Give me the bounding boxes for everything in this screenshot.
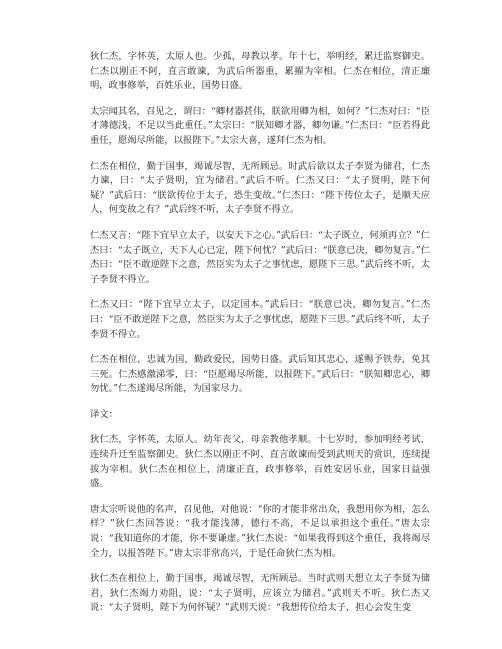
translation-heading: 译文： xyxy=(90,408,118,420)
original-paragraph-2: 太宗闻其名，召见之，谓曰：“卿材器甚伟，朕欲用卿为相，如何？”仁杰对曰：“臣才薄德浅，不足以当此重任。”太宗曰：“朕知卿才器，卿勿谦。”仁杰曰：“臣若得此重任，愿竭尽所能，以报陛下。”太宗大喜，遂拜仁杰为相。 xyxy=(90,105,430,146)
original-paragraph-1: 狄仁杰，字怀英，太原人也。少孤，母教以孝。年十七，举明经，累迁监察御史。仁杰以刚正不阿，直言敢谏，为武后所器重，累擢为宰相。仁杰在相位，清正廉明，政事修举，百姓乐业，国势日盛。 xyxy=(90,51,430,92)
translation-paragraph-1: 狄仁杰，字怀英，太原人。幼年丧父，母亲教他孝顺。十七岁时，参加明经考试，连续升迁至监察御史。狄仁杰以刚正不阿、直言敢谏而受到武则天的赏识，连续提拔为宰相。狄仁杰在相位上，清廉正直，政事修举，百姓安居乐业，国家日益强盛。 xyxy=(90,434,430,490)
translation-paragraph-2: 唐太宗听说他的名声，召见他，对他说：“你的才能非常出众，我想用你为相，怎么样？”狄仁杰回答说：“我才能浅薄，德行不高，不足以承担这个重任。”唐太宗说：“我知道你的才能，你不要谦虚。”狄仁杰说：“如果我得到这个重任，我将竭尽全力，以报答陛下。”唐太宗非常高兴，于是任命狄仁杰为相。 xyxy=(90,503,430,559)
original-paragraph-5: 仁杰又曰：“陛下宜早立太子，以定国本。”武后曰：“朕意已决，卿勿复言。”仁杰曰：“臣不敢逆陛下之意，然臣实为太子之事忧虑，愿陛下三思。”武后终不听，太子李贤不得立。 xyxy=(90,299,430,340)
original-paragraph-3: 仁杰在相位，勤于国事，竭诚尽智，无所顾忌。时武后欲以太子李贤为储君，仁杰力谏，曰：“太子贤明，宜为储君。”武后不听。仁杰又曰：“太子贤明，陛下何疑？”武后曰：“朕欲传位于太子，恐生变故。”仁杰曰：“陛下传位太子，是顺天应人，何变故之有？”武后终不听，太子李贤不得立。 xyxy=(90,160,430,216)
translation-paragraph-3: 狄仁杰在相位上，勤于国事，竭诚尽智，无所顾忌。当时武则天想立太子李贤为储君，狄仁杰竭力劝阻，说：“太子贤明，应该立为储君。”武则天不听。狄仁杰又说：“太子贤明，陛下为何怀疑？”武则天说：“我想传位给太子，担心会发生变 xyxy=(90,573,430,614)
original-paragraph-4: 仁杰又言：“陛下宜早立太子，以安天下之心。”武后曰：“太子既立，何须再立？”仁杰曰：“太子既立，天下人心已定，陛下何忧？”武后曰：“朕意已决，卿勿复言。”仁杰曰：“臣不敢逆陛下之意，然臣实为太子之事忧虑，愿陛下三思。”武后终不听，太子李贤不得立。 xyxy=(90,229,430,285)
original-paragraph-6: 仁杰在相位，忠诚为国，勤政爱民，国势日盛。武后知其忠心，遂赐予铁券，免其三死。仁杰感激涕零，曰：“臣愿竭尽所能，以报陛下。”武后曰：“朕知卿忠心，卿勿忧。”仁杰遂竭尽所能，为国家尽力。 xyxy=(90,354,430,395)
